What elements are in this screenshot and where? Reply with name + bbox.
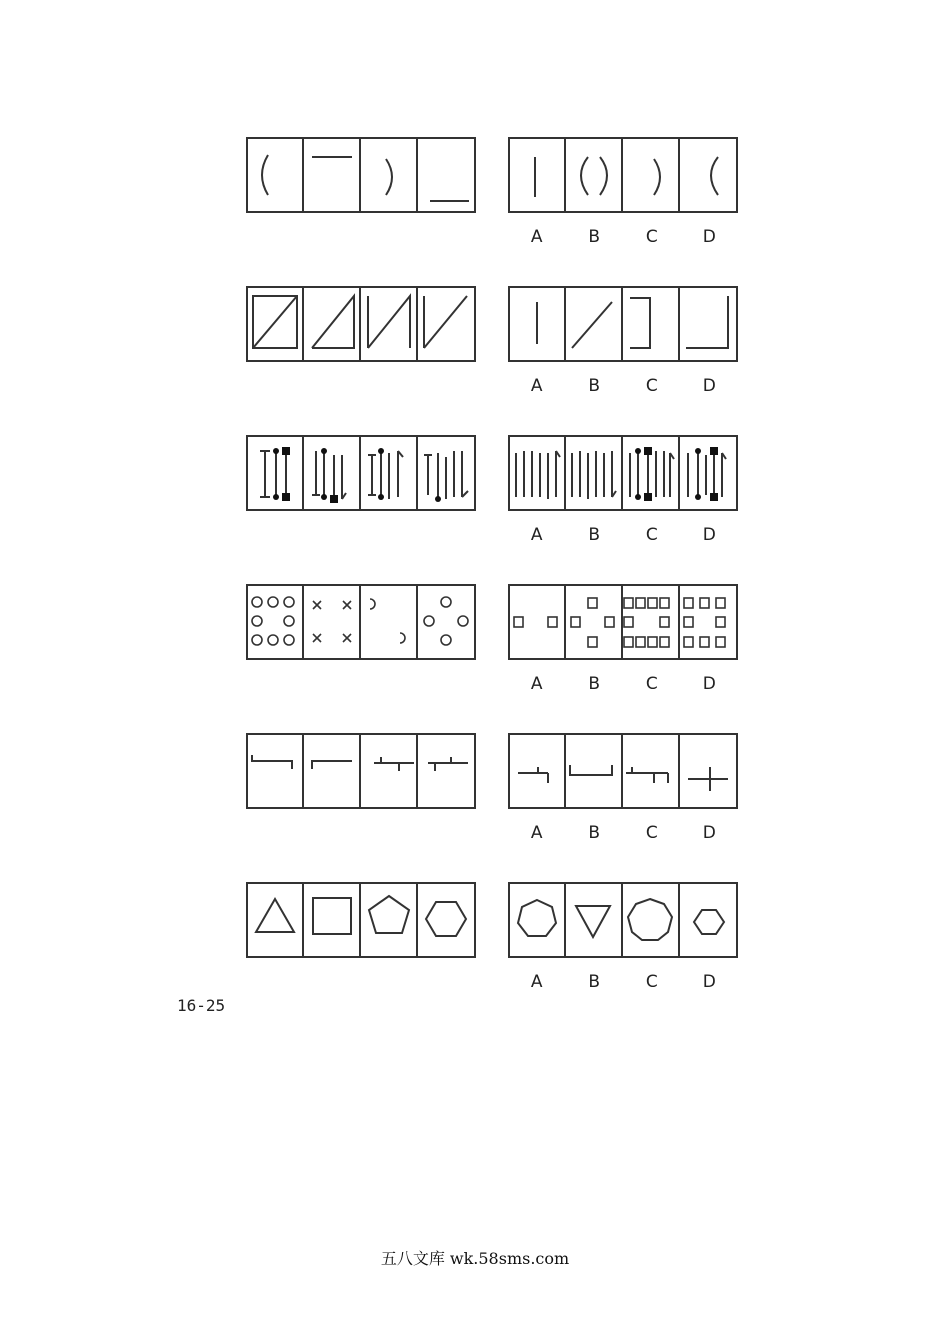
option-label-c[interactable]: C — [645, 376, 658, 396]
option-label-a[interactable]: A — [530, 674, 543, 694]
option-label-a[interactable]: A — [530, 972, 543, 992]
option-label-b[interactable]: B — [588, 674, 601, 694]
question-1-options — [508, 137, 738, 213]
question-5-options — [508, 733, 738, 809]
option-label-d[interactable]: D — [702, 674, 716, 694]
question-3 — [246, 435, 738, 547]
question-3-option-labels — [508, 525, 738, 547]
option-label-d[interactable]: D — [702, 525, 716, 545]
option-label-a[interactable]: A — [530, 376, 543, 396]
option-label-d[interactable]: D — [702, 972, 716, 992]
question-2 — [246, 286, 738, 398]
option-label-c[interactable]: C — [645, 674, 658, 694]
option-label-c[interactable]: C — [645, 525, 658, 545]
question-2-stem — [246, 286, 476, 362]
option-label-b[interactable]: B — [588, 376, 601, 396]
question-3-stem — [246, 435, 476, 511]
question-1-option-labels — [508, 227, 738, 249]
question-2-option-labels — [508, 376, 738, 398]
question-5-stem — [246, 733, 476, 809]
option-label-c[interactable]: C — [645, 823, 658, 843]
option-label-a[interactable]: A — [530, 525, 543, 545]
option-label-c[interactable]: C — [645, 227, 658, 247]
option-label-d[interactable]: D — [702, 376, 716, 396]
footer-watermark: 五八文库 wk.58sms.com — [380, 1249, 570, 1268]
question-5-option-labels — [508, 823, 738, 845]
question-4-option-labels — [508, 674, 738, 696]
question-6-option-labels — [508, 972, 738, 994]
question-4-stem — [246, 584, 476, 660]
option-label-d[interactable]: D — [702, 227, 716, 247]
question-3-options — [508, 435, 738, 511]
option-label-a[interactable]: A — [530, 227, 543, 247]
question-2-options — [508, 286, 738, 362]
question-6-stem — [246, 882, 476, 958]
option-label-b[interactable]: B — [588, 525, 601, 545]
question-4-options — [508, 584, 738, 660]
question-1 — [246, 137, 738, 249]
option-label-a[interactable]: A — [530, 823, 543, 843]
question-1-stem — [246, 137, 476, 213]
question-4 — [246, 584, 738, 696]
option-label-b[interactable]: B — [588, 227, 601, 247]
question-6-options — [508, 882, 738, 958]
option-label-b[interactable]: B — [588, 972, 601, 992]
option-label-b[interactable]: B — [588, 823, 601, 843]
option-label-c[interactable]: C — [645, 972, 658, 992]
question-6 — [246, 882, 738, 994]
question-5 — [246, 733, 738, 845]
option-label-d[interactable]: D — [702, 823, 716, 843]
question-range-label: 16-25 — [177, 996, 226, 1015]
